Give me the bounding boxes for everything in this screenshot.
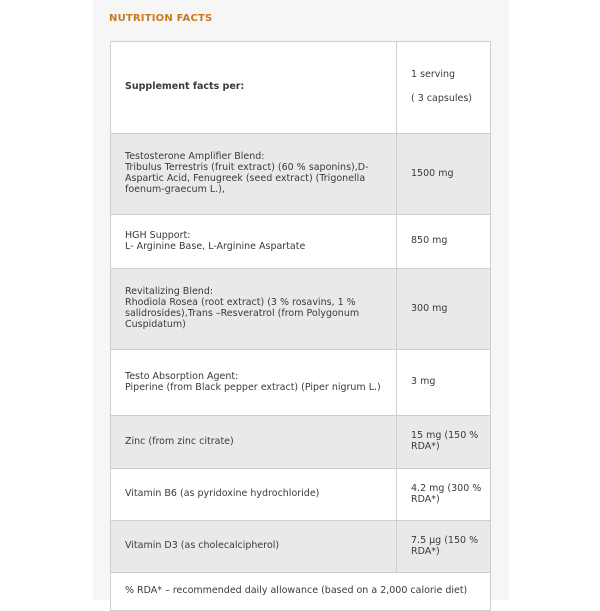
- footnote-row: [111, 573, 491, 611]
- amount-value: 850 mg: [411, 235, 448, 247]
- serving-capsules: ( 3 capsules): [411, 93, 472, 104]
- amount-cell: [397, 521, 491, 573]
- amount-value: 3 mg: [411, 376, 436, 388]
- ingredient-cell: [111, 350, 397, 416]
- table-row: [111, 215, 491, 269]
- section-title: NUTRITION FACTS: [109, 13, 213, 24]
- ingredient-cell: [111, 134, 397, 215]
- table-row: [111, 416, 491, 469]
- table-header-row: [111, 42, 491, 134]
- ingredient-label: Revitalizing Blend:: [125, 286, 214, 298]
- table-row: [111, 469, 491, 521]
- ingredient-cell: [111, 215, 397, 269]
- ingredient-desc: Tribulus Terrestris (fruit extract) (60 % saponins),D-Aspartic Acid, Fenugreek (seed extract) (Trigonella foenum-graecum L.),: [125, 162, 369, 195]
- amount-value: 300 mg: [411, 302, 448, 314]
- ingredient-cell: [111, 416, 397, 469]
- header-serving-cell: [397, 42, 491, 134]
- ingredient-label: Testo Absorption Agent:: [125, 370, 239, 382]
- footnote-text: % RDA* – recommended daily allowance (based on a 2,000 calorie diet): [125, 585, 468, 597]
- header-label-cell: [111, 42, 397, 134]
- table-row: [111, 269, 491, 350]
- amount-value: 1500 mg: [411, 167, 454, 179]
- ingredient-desc: Piperine (from Black pepper extract) (Piper nigrum L.): [125, 381, 381, 393]
- ingredient-desc: Rhodiola Rosea (root extract) (3 % rosavins, 1 % salidrosides),Trans –Resveratrol (from Polygonum Cuspidatum): [125, 297, 360, 330]
- amount-value: 15 mg (150 % RDA*): [411, 430, 479, 452]
- ingredient-desc: L- Arginine Base, L-Arginine Aspartate: [125, 240, 306, 252]
- ingredient-cell: [111, 469, 397, 521]
- serving-size: 1 serving: [411, 69, 456, 81]
- supplement-facts-table: [110, 41, 491, 611]
- amount-value: 7.5 µg (150 % RDA*): [411, 534, 479, 557]
- table-row: [111, 350, 491, 416]
- ingredient-label: Vitamin B6 (as pyridoxine hydrochloride): [125, 488, 320, 500]
- amount-cell: [397, 350, 491, 416]
- footnote-cell: [111, 573, 491, 611]
- amount-cell: [397, 134, 491, 215]
- ingredient-label: Testosterone Amplifier Blend:: [125, 151, 265, 163]
- table-row: [111, 134, 491, 215]
- amount-cell: [397, 215, 491, 269]
- ingredient-label: HGH Support:: [125, 229, 191, 241]
- amount-cell: [397, 269, 491, 350]
- amount-cell: [397, 416, 491, 469]
- ingredient-label: Zinc (from zinc citrate): [125, 435, 234, 447]
- ingredient-cell: [111, 269, 397, 350]
- header-label: Supplement facts per:: [125, 81, 245, 93]
- amount-value: 4.2 mg (300 % RDA*): [411, 482, 482, 505]
- ingredient-label: Vitamin D3 (as cholecalcipherol): [125, 540, 280, 552]
- amount-cell: [397, 469, 491, 521]
- table-row: [111, 521, 491, 573]
- ingredient-cell: [111, 521, 397, 573]
